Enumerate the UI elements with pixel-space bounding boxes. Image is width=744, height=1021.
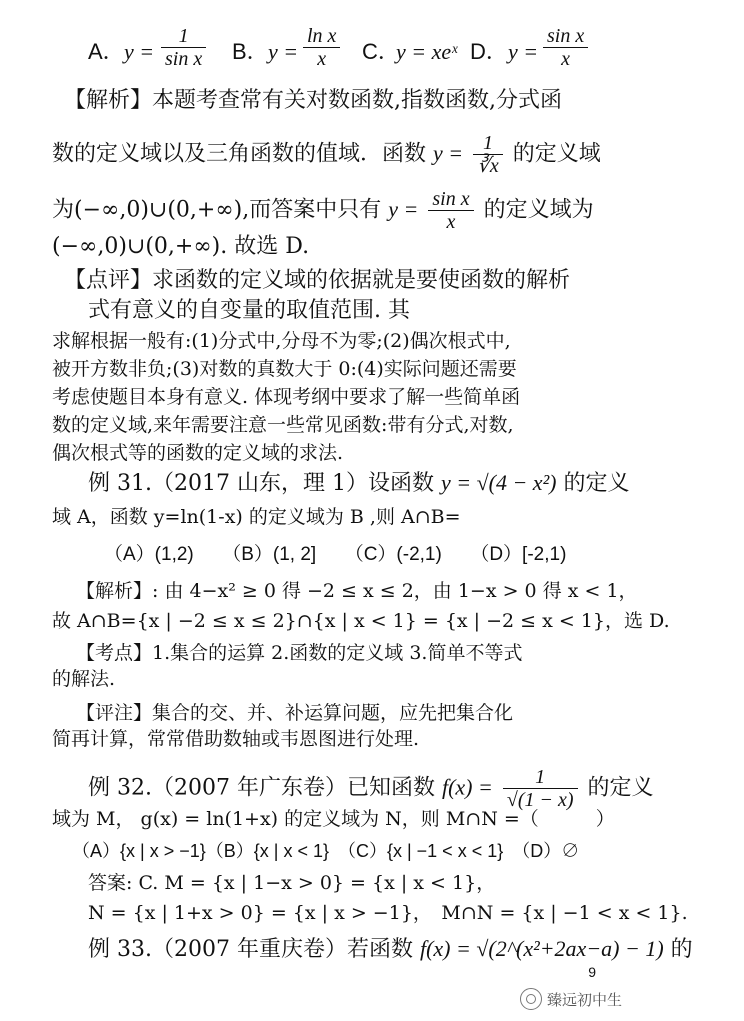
example-31-tail: 的定义 — [563, 471, 630, 496]
option-c-expr: y = xeˣ — [396, 39, 458, 64]
example-31-keypoint-2: 的解法. — [52, 668, 116, 690]
option-b-numerator: ln x — [307, 25, 337, 47]
analysis-line-3 — [52, 188, 692, 233]
option-d-numerator: sin x — [547, 25, 585, 47]
example-31-keypoint-1: 【考点】1.集合的运算 2.函数的定义域 3.简单不等式 — [76, 642, 523, 664]
example-32-title: 例 32.（2007 年广东卷）已知函数 — [88, 775, 435, 801]
comment-line-5: 考虑使题目本身有意义. 体现考纲中要求了解一些简单函 — [52, 386, 521, 408]
example-32-line-2: 域为 M， g(x) = ln(1+x) 的定义域为 N，则 M∩N =（ ） — [52, 808, 615, 830]
option-b-label: B． — [232, 39, 269, 64]
example-31-analysis-1: 【解析】: 由 4−x² ≥ 0 得 −2 ≤ x ≤ 2，由 1−x > 0 得 x < 1， — [76, 580, 638, 602]
option-c-label: C． — [362, 39, 400, 64]
analysis-line-3-tail: 的定义域为 — [483, 197, 594, 223]
example-32-options: （A）{x | x > −1}（B）{x | x < 1} （C）{x | −1 < x < 1} （D）∅ — [72, 841, 580, 861]
example-31-line-1 — [88, 470, 728, 497]
option-b-fraction — [303, 25, 340, 70]
option-d-denominator: x — [543, 47, 588, 70]
comment-line-1: 【点评】求函数的定义域的依据就是要使函数的解析 — [64, 268, 571, 293]
option-d-lhs: y = — [508, 39, 539, 64]
analysis-line-2-tail: 的定义域 — [512, 141, 601, 167]
option-b-lhs: y = — [268, 39, 299, 64]
example-33-title: 例 33.（2007 年重庆卷）若函数 — [88, 937, 413, 962]
example-32-fraction — [503, 766, 578, 811]
analysis-line-2-lhs: y = — [433, 140, 464, 166]
analysis-line-2-numerator: 1 — [482, 132, 493, 154]
page-number: 9 — [588, 964, 596, 980]
example-32-lhs: f(x) = — [441, 774, 493, 800]
analysis-line-2-fraction — [473, 132, 503, 177]
option-b-denominator: x — [303, 47, 340, 70]
comment-line-2: 式有意义的自变量的取值范围. 其 — [88, 298, 410, 323]
analysis-line-3-lhs: y = — [388, 196, 419, 222]
analysis-line-2-denominator: ∛x — [473, 154, 503, 177]
wechat-icon — [520, 988, 542, 1010]
comment-line-4: 被开方数非负;(3)对数的真数大于 0:(4)实际问题还需要 — [52, 358, 517, 380]
example-31-analysis-2: 故 A∩B={x | −2 ≤ x ≤ 2}∩{x | x < 1} = {x | −2 ≤ x < 1}，选 D. — [52, 610, 670, 632]
example-33-function: f(x) = √(2^(x²+2ax−a) − 1) — [419, 936, 664, 961]
option-d-label: D． — [470, 39, 508, 64]
option-a-label: A． — [88, 39, 125, 64]
example-32-answer-2: N = {x | 1+x > 0} = {x | x > −1}， M∩N = {x | −1 < x < 1}. — [88, 902, 688, 924]
analysis-line-2 — [52, 132, 692, 177]
example-31-remark-2: 简再计算，常常借助数轴或韦恩图进行处理. — [52, 728, 420, 750]
comment-line-6: 数的定义域,来年需要注意一些常见函数:带有分式,对数, — [52, 414, 514, 436]
comment-line-3: 求解根据一般有:(1)分式中,分母不为零;(2)偶次根式中, — [52, 330, 511, 352]
option-a-fraction — [161, 25, 206, 70]
analysis-line-4: (−∞,0)∪(0,+∞). 故选 D. — [52, 234, 310, 259]
option-d-fraction — [543, 25, 588, 70]
example-32-denominator: √(1 − x) — [503, 788, 578, 811]
option-a-denominator: sin x — [161, 47, 206, 70]
example-31-function: y = √(4 − x²) — [440, 470, 557, 495]
example-32-line-1 — [88, 766, 728, 811]
example-31-title: 例 31.（2017 山东，理 1）设函数 — [88, 471, 434, 496]
comment-line-7: 偶次根式等的函数的定义域的求法. — [52, 442, 344, 464]
example-31-remark-1: 【评注】集合的交、并、补运算问题，应先把集合化 — [76, 702, 514, 724]
option-a-numerator: 1 — [178, 25, 189, 47]
option-a-lhs: y = — [124, 39, 155, 64]
example-32-answer-1: 答案: C. M = {x | 1−x > 0} = {x | x < 1}， — [88, 872, 496, 894]
watermark — [520, 988, 622, 1010]
analysis-line-3-numerator: sin x — [432, 188, 470, 210]
analysis-line-1: 【解析】本题考查常有关对数函数,指数函数,分式函 — [64, 88, 562, 113]
watermark-text: 臻远初中生 — [546, 991, 622, 1009]
example-31-options: （A）(1,2) （B）(1, 2] （C）(-2,1) （D）[-2,1) — [104, 544, 567, 565]
example-32-tail: 的定义 — [587, 775, 654, 801]
example-32-numerator: 1 — [535, 766, 546, 788]
analysis-line-3-fraction — [428, 188, 473, 233]
analysis-line-2-text: 数的定义域以及三角函数的值域．函数 — [52, 141, 427, 167]
analysis-line-3-text: 为(−∞,0)∪(0,+∞),而答案中只有 — [52, 197, 382, 223]
analysis-line-3-denominator: x — [428, 210, 473, 233]
example-31-line-2: 域 A，函数 y=ln(1-x) 的定义域为 B ,则 A∩B= — [52, 506, 461, 528]
example-33-tail: 的 — [670, 937, 693, 962]
example-33-line-1 — [88, 936, 728, 963]
